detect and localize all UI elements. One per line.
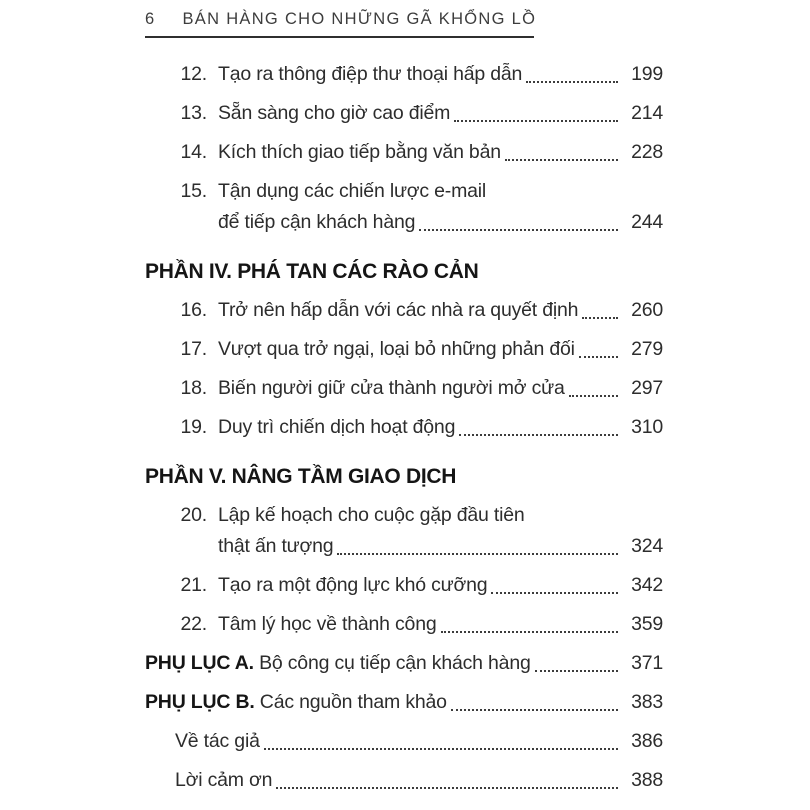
toc-entry [145, 500, 663, 562]
chapter-number: 15. [180, 180, 207, 202]
entry-line [218, 334, 663, 365]
toc-entry [145, 334, 663, 365]
dot-leader [575, 334, 623, 365]
appendix-entry [145, 648, 663, 679]
entry-lines [218, 609, 663, 640]
entry-lines [218, 334, 663, 365]
dot-leader [522, 59, 623, 90]
entry-line [218, 500, 663, 531]
toc-entry [145, 609, 663, 640]
chapter-number: 16. [180, 299, 207, 321]
dot-leader [450, 98, 623, 129]
entry-lines [218, 295, 663, 326]
entry-lines [218, 500, 663, 562]
entry-title: Lập kế hoạch cho cuộc gặp đầu tiên [218, 504, 525, 526]
toc-entry [145, 412, 663, 443]
backmatter-entry [145, 726, 663, 757]
entry-line [218, 176, 663, 207]
entry-line [218, 570, 663, 601]
folio-page-number: 6 [145, 10, 156, 28]
entry-lines [218, 570, 663, 601]
toc-entry [145, 373, 663, 404]
page-number: 310 [631, 416, 663, 438]
page-number: 383 [631, 691, 663, 713]
page-number: 260 [631, 299, 663, 321]
entry-lines [145, 687, 663, 718]
toc-entry [145, 137, 663, 168]
dot-leader [531, 648, 623, 679]
chapter-number: 14. [180, 141, 207, 163]
entry-lines [218, 59, 663, 90]
dot-leader [272, 765, 623, 796]
toc-entry [145, 98, 663, 129]
entry-line [218, 373, 663, 404]
entry-lines [175, 726, 663, 757]
entry-lines [218, 412, 663, 443]
section-heading: PHẦN IV. PHÁ TAN CÁC RÀO CẢN [145, 260, 479, 283]
toc-entry [145, 59, 663, 90]
running-head [145, 10, 537, 38]
toc-entry [145, 295, 663, 326]
chapter-number: 18. [180, 377, 207, 399]
entry-title: PHỤ LỤC B. Các nguồn tham khảo [145, 691, 447, 713]
page-number: 199 [631, 63, 663, 85]
entry-title: để tiếp cận khách hàng [218, 211, 416, 233]
toc-entry [145, 176, 663, 238]
entry-title: Kích thích giao tiếp bằng văn bản [218, 141, 501, 163]
entry-line [145, 648, 663, 679]
page-number: 359 [631, 613, 663, 635]
entry-title: Tạo ra thông điệp thư thoại hấp dẫn [218, 63, 523, 85]
dot-leader [415, 207, 623, 238]
page-number: 388 [631, 769, 663, 791]
appendix-label: PHỤ LỤC B. [145, 691, 255, 713]
entry-line [175, 765, 663, 796]
chapter-number: 17. [180, 338, 207, 360]
entry-title: PHỤ LỤC A. Bộ công cụ tiếp cận khách hàng [145, 652, 531, 674]
page-number: 324 [631, 535, 663, 557]
dot-leader [455, 412, 623, 443]
entry-title: Trở nên hấp dẫn với các nhà ra quyết định [218, 299, 579, 321]
entry-lines [218, 137, 663, 168]
chapter-number: 20. [180, 504, 207, 526]
chapter-number: 21. [180, 574, 207, 596]
page-number: 342 [631, 574, 663, 596]
entry-title: Duy trì chiến dịch hoạt động [218, 416, 456, 438]
entry-title: Tận dụng các chiến lược e-mail [218, 180, 487, 202]
entry-lines [218, 176, 663, 238]
page-content [145, 10, 663, 804]
entry-title: Sẵn sàng cho giờ cao điểm [218, 102, 451, 124]
page-number: 228 [631, 141, 663, 163]
dot-leader [565, 373, 623, 404]
entry-line [175, 726, 663, 757]
entry-title: thật ấn tượng [218, 535, 334, 557]
page-number: 371 [631, 652, 663, 674]
entry-line [218, 98, 663, 129]
chapter-number: 22. [180, 613, 207, 635]
appendix-entry [145, 687, 663, 718]
dot-leader [333, 531, 623, 562]
chapter-number: 19. [180, 416, 207, 438]
backmatter-entry [145, 765, 663, 796]
entry-title: Lời cảm ơn [175, 769, 273, 791]
dot-leader [501, 137, 623, 168]
toc-entry [145, 570, 663, 601]
entry-lines [218, 98, 663, 129]
dot-leader [578, 295, 623, 326]
entry-title: Biến người giữ cửa thành người mở cửa [218, 377, 565, 399]
book-title: BÁN HÀNG CHO NHỮNG GÃ KHỔNG LỒ [182, 10, 537, 28]
dot-leader [260, 726, 623, 757]
page-number: 297 [631, 377, 663, 399]
entry-title: Tâm lý học về thành công [218, 613, 437, 635]
section-heading: PHẦN V. NÂNG TẦM GIAO DỊCH [145, 465, 457, 488]
dot-leader [437, 609, 624, 640]
dot-leader [447, 687, 623, 718]
appendix-label: PHỤ LỤC A. [145, 652, 254, 674]
page-number: 386 [631, 730, 663, 752]
entry-line [218, 531, 663, 562]
entry-line [145, 687, 663, 718]
toc-list [145, 59, 663, 796]
dot-leader [487, 570, 623, 601]
entry-line [218, 412, 663, 443]
page-number: 279 [631, 338, 663, 360]
chapter-number: 12. [180, 63, 207, 85]
entry-line [218, 207, 663, 238]
entry-line [218, 59, 663, 90]
page-number: 244 [631, 211, 663, 233]
entry-line [218, 609, 663, 640]
entry-line [218, 137, 663, 168]
entry-line [218, 295, 663, 326]
entry-title: Về tác giả [175, 730, 260, 752]
entry-lines [175, 765, 663, 796]
entry-lines [145, 648, 663, 679]
chapter-number: 13. [180, 102, 207, 124]
page-number: 214 [631, 102, 663, 124]
entry-title: Vượt qua trở ngại, loại bỏ những phản đối [218, 338, 575, 360]
entry-title: Tạo ra một động lực khó cưỡng [218, 574, 488, 596]
entry-lines [218, 373, 663, 404]
